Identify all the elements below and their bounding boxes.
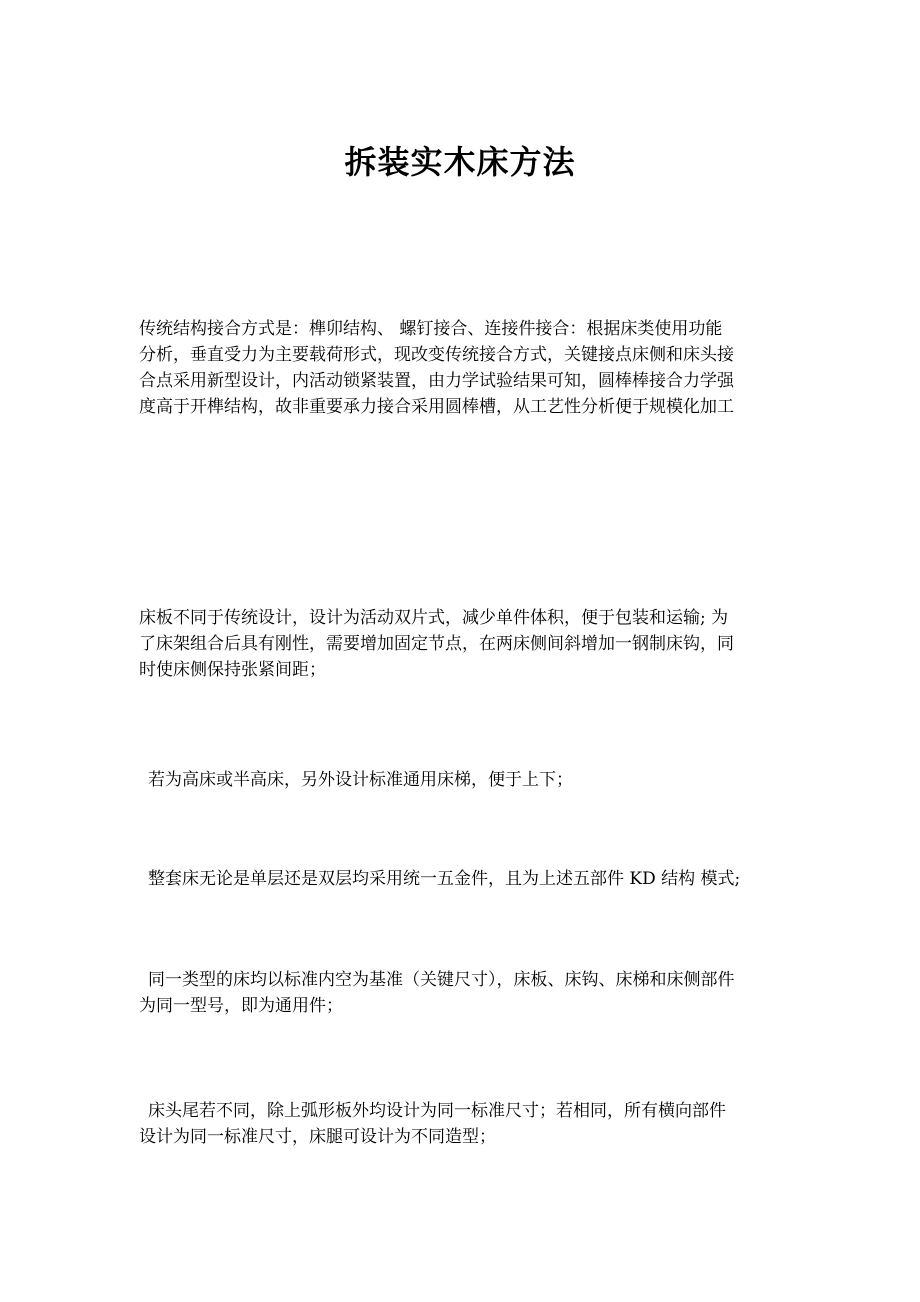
paragraph-line: 了床架组合后具有刚性，需要增加固定节点，在两床侧间斜增加一钢制床钩，同: [139, 634, 734, 654]
paragraph-line: 同一类型的床均以标准内空为基准（关键尺寸），床板、床钩、床梯和床侧部件: [148, 970, 735, 990]
paragraph-line: 床头尾若不同，除上弧形板外均设计为同一标准尺寸；若相同，所有横向部件: [148, 1101, 726, 1121]
page-title: 拆装实木床方法: [344, 143, 576, 181]
paragraph-hardware: [139, 866, 782, 892]
paragraph-line: 床板不同于传统设计，设计为活动双片式，减少单件体积，便于包装和运输; 为: [139, 608, 729, 628]
paragraph-line: 合点采用新型设计，内活动锁紧装置，由力学试验结果可知，圆棒棒接合力学强: [139, 371, 734, 391]
paragraph-joint-structure: [139, 316, 782, 420]
paragraph-head-tail: [139, 1098, 782, 1150]
paragraph-line: 传统结构接合方式是：榫卯结构、 螺钉接合、连接件接合：根据床类使用功能: [139, 319, 723, 339]
paragraph-line: 为同一型号，即为通用件；: [139, 996, 343, 1016]
paragraph-standard-size: [139, 967, 782, 1019]
paragraph-line: 分析，垂直受力为主要载荷形式，现改变传统接合方式，关键接点床侧和床头接: [139, 345, 734, 365]
paragraph-line: 设计为同一标准尺寸，床腿可设计为不同造型；: [139, 1127, 496, 1147]
paragraph-bed-board: [139, 605, 782, 683]
paragraph-line: 时使床侧保持张紧间距；: [139, 660, 326, 680]
paragraph-ladder: [139, 767, 782, 793]
paragraph-line: 整套床无论是单层还是双层均采用统一五金件，且为上述五部件 KD 结构 模式;: [148, 869, 741, 889]
paragraph-line: 若为高床或半高床，另外设计标准通用床梯，便于上下；: [148, 770, 573, 790]
paragraph-line: 度高于开榫结构，故非重要承力接合采用圆棒槽，从工艺性分析便于规模化加工: [139, 397, 734, 417]
